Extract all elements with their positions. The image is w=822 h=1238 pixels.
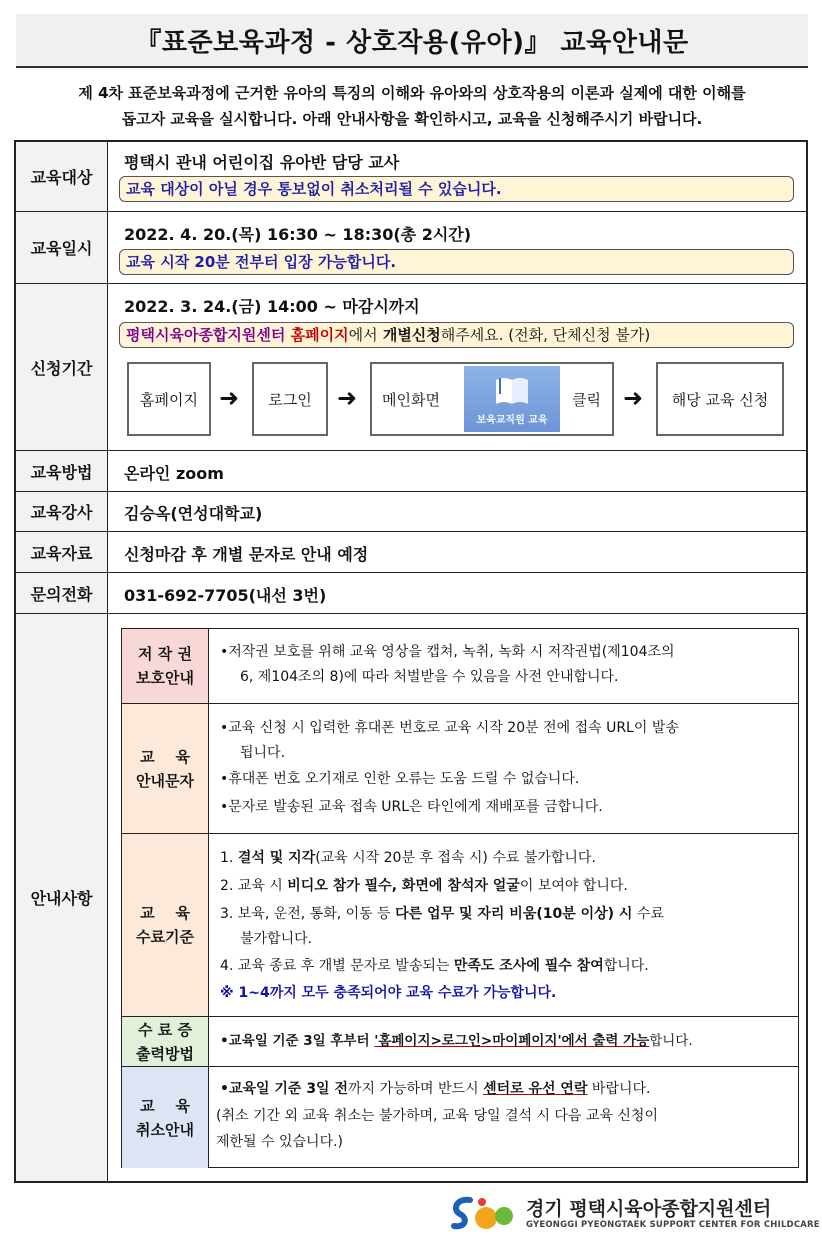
apply-note <box>119 322 794 348</box>
date-value: 2022. 4. 20.(목) 16:30 ~ 18:30(총 2시간) <box>124 225 472 244</box>
education-banner <box>464 366 560 432</box>
row-contact <box>16 573 806 614</box>
label-contact: 문의전화 <box>16 573 108 613</box>
copyright-label <box>122 629 209 703</box>
arrow-icon: ➜ <box>219 384 240 412</box>
footer-org-english: GYEONGGI PYEONGTAEK SUPPORT CENTER FOR CHILDCARE <box>526 1220 820 1230</box>
completion-label <box>122 834 209 1016</box>
step-homepage-label: 홈페이지 <box>140 390 198 409</box>
completion-item-4: 4. 교육 종료 후 개별 문자로 발송되는 만족도 조사에 필수 참여합니다. <box>220 958 649 974</box>
cancel-label-1: 교 육 <box>140 1096 190 1115</box>
step-main-label: 메인화면 <box>382 391 440 409</box>
notice-copyright <box>122 629 798 704</box>
notice-certificate <box>122 1017 798 1067</box>
completion-item-3: 3. 보육, 운전, 통화, 이동 등 다른 업무 및 자리 비움(10분 이상) 시 수료 <box>220 906 664 922</box>
step-login-label: 로그인 <box>268 390 312 409</box>
copyright-label-2: 보호안내 <box>136 669 194 687</box>
sms-text-1: •교육 신청 시 입력한 휴대폰 번호로 교육 시작 20분 전에 접속 URL이 발송 <box>220 720 679 736</box>
row-date <box>16 212 806 284</box>
footer-org-korean: 경기 평택시육아종합지원센터 <box>526 1198 772 1220</box>
row-notice <box>16 614 806 1181</box>
copyright-text-2: 6, 제104조의 8)에 따라 처벌받을 수 있음을 사전 안내합니다. <box>240 669 619 685</box>
step-homepage <box>127 362 211 436</box>
cancel-label-2: 취소안내 <box>136 1120 194 1139</box>
sms-label-2: 안내문자 <box>136 771 194 790</box>
target-value: 평택시 관내 어린이집 유아반 담당 교사 <box>124 153 400 172</box>
copyright-text-1: •저작권 보호를 위해 교육 영상을 캡쳐, 녹취, 녹화 시 저작권법(제104조의 <box>220 644 675 660</box>
notice-completion <box>122 834 798 1017</box>
info-table <box>14 140 808 1183</box>
sms-label <box>122 704 209 833</box>
completion-item-3-cont: 불가합니다. <box>240 931 313 947</box>
cancel-label <box>122 1067 209 1168</box>
apply-value: 2022. 3. 24.(금) 14:00 ~ 마감시까지 <box>124 297 420 316</box>
sms-text-4: •문자로 발송된 교육 접속 URL은 타인에게 재배포를 금합니다. <box>220 799 603 815</box>
instructor-value: 김승옥(연성대학교) <box>124 504 263 523</box>
certificate-label-1: 수 료 증 <box>138 1020 192 1039</box>
sms-label-1: 교 육 <box>140 747 190 766</box>
notice-cancel <box>122 1067 798 1168</box>
cancel-text-1: •교육일 기준 3일 전까지 가능하며 반드시 센터로 유선 연락 바랍니다. <box>220 1081 651 1097</box>
step-login <box>252 362 328 436</box>
apply-note-center: 평택시육아종합지원센터 <box>126 326 286 344</box>
notice-sms <box>122 704 798 834</box>
cancel-text-2: (취소 기간 외 교육 취소는 불가하며, 교육 당일 결석 시 다음 교육 신청이 <box>216 1108 658 1124</box>
row-method <box>16 451 806 492</box>
intro-line-1: 제 4차 표준보육과정에 근거한 유아의 특징의 이해와 유아와의 상호작용의 이론과 실제에 대한 이해를 <box>78 84 746 102</box>
step-apply-course <box>656 362 784 436</box>
center-logo-icon <box>448 1192 518 1234</box>
completion-label-2: 수료기준 <box>136 928 194 946</box>
target-note: 교육 대상이 아닐 경우 통보없이 취소처리될 수 있습니다. <box>119 176 794 202</box>
certificate-text: •교육일 기준 3일 후부터 '홈페이지>로그인>마이페이지'에서 출력 가능합니다. <box>220 1033 693 1049</box>
completion-item-1: 1. 결석 및 지각(교육 시작 20분 후 접속 시) 수료 불가합니다. <box>220 850 596 866</box>
label-apply: 신청기간 <box>16 284 108 450</box>
apply-note-rest: 해주세요. (전화, 단체신청 불가) <box>440 326 651 344</box>
copyright-label-1: 저 작 권 <box>138 645 192 663</box>
intro-line-2: 돕고자 교육을 실시합니다. 아래 안내사항을 확인하시고, 교육을 신청해주시기 바랍니다. <box>121 110 703 128</box>
cancel-text-3: 제한될 수 있습니다.) <box>216 1134 344 1150</box>
sms-text-2: 됩니다. <box>240 745 286 761</box>
arrow-icon: ➜ <box>337 384 358 412</box>
notice-table <box>121 628 799 1168</box>
label-target: 교육대상 <box>16 142 108 211</box>
method-value: 온라인 zoom <box>124 464 224 483</box>
certificate-label <box>122 1017 209 1066</box>
label-material: 교육자료 <box>16 532 108 572</box>
page-title: 『표준보육과정 - 상호작용(유아)』 교육안내문 <box>16 14 808 68</box>
row-material <box>16 532 806 573</box>
arrow-icon: ➜ <box>623 384 644 412</box>
step-apply-label: 해당 교육 신청 <box>671 390 769 409</box>
date-note: 교육 시작 20분 전부터 입장 가능합니다. <box>119 249 794 275</box>
apply-note-individual: 개별신청 <box>382 326 441 344</box>
label-instructor: 교육강사 <box>16 492 108 531</box>
label-method: 교육방법 <box>16 451 108 491</box>
completion-note: ※ 1~4까지 모두 충족되어야 교육 수료가 가능합니다. <box>220 985 557 1001</box>
step-main-screen <box>370 362 614 436</box>
row-target <box>16 142 806 212</box>
footer-logo <box>448 1192 820 1236</box>
step-click-label: 클릭 <box>572 391 601 409</box>
row-instructor <box>16 492 806 532</box>
sms-text-3: •휴대폰 번호 오기재로 인한 오류는 도움 드릴 수 없습니다. <box>220 771 580 787</box>
banner-text: 보육교직원 교육 <box>476 415 548 426</box>
book-icon <box>494 374 530 406</box>
contact-value: 031-692-7705(내선 3번) <box>124 586 327 605</box>
material-value: 신청마감 후 개별 문자로 안내 예정 <box>124 545 369 564</box>
row-apply <box>16 284 806 451</box>
completion-label-1: 교 육 <box>140 904 190 922</box>
intro-text <box>18 80 806 132</box>
apply-note-at: 에서 <box>348 326 378 344</box>
label-date: 교육일시 <box>16 212 108 283</box>
apply-note-homepage: 홈페이지 <box>290 326 349 344</box>
label-notice: 안내사항 <box>16 614 108 1181</box>
completion-item-2: 2. 교육 시 비디오 참가 필수, 화면에 참석자 얼굴이 보여야 합니다. <box>220 878 628 894</box>
certificate-label-2: 출력방법 <box>136 1044 194 1063</box>
